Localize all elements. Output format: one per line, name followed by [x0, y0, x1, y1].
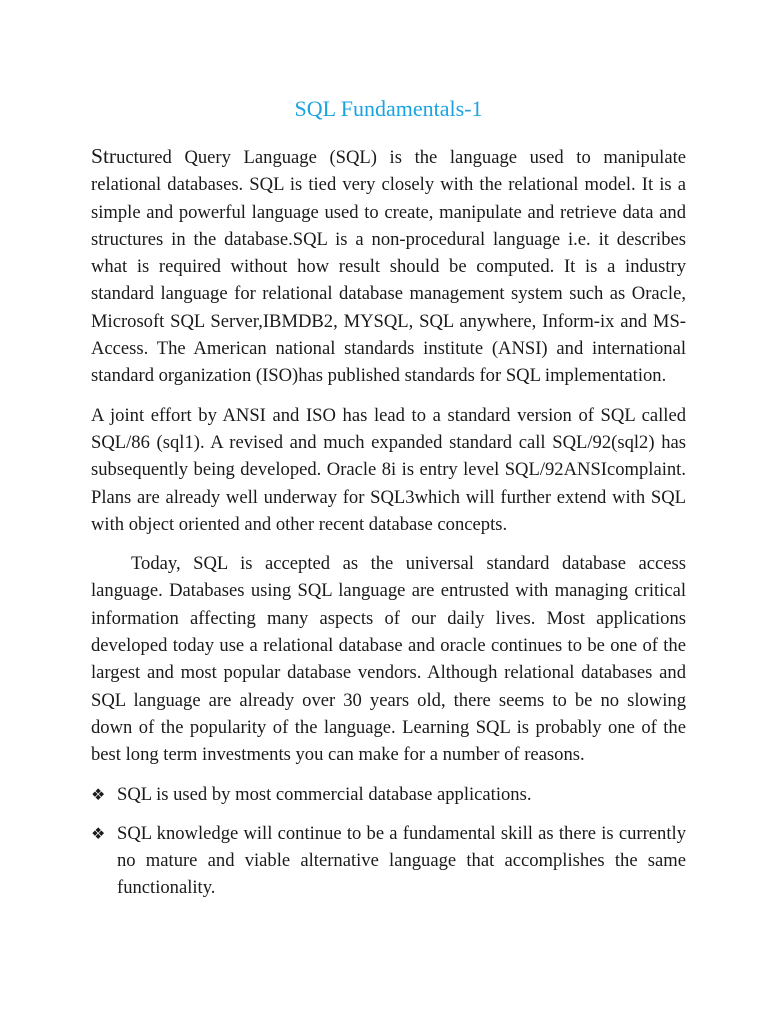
- reasons-list: [91, 781, 686, 902]
- list-item-text: SQL is used by most commercial database applications.: [117, 783, 532, 805]
- paragraph-standards: A joint effort by ANSI and ISO has lead to a standard version of SQL called SQL/86 (sql1). A revised and much expanded standard call SQL/92(sql2) has subsequently being developed. Oracle 8i is entry level SQL/92ANSIcomplaint. Plans are already well underway for SQL3which will further extend with SQL with object oriented and other recent database concepts.: [91, 404, 686, 535]
- diamond-bullet-icon: ❖: [91, 823, 106, 843]
- document-title: SQL Fundamentals-1: [294, 96, 483, 121]
- list-item: [91, 781, 686, 808]
- paragraph-today: Today, SQL is accepted as the universal standard database access language. Databases using SQL language are entrusted with managing critical information affecting many aspects of our daily lives. Most applications developed today use a relational database and oracle continues to be one of the largest and most popular database vendors. Although relational databases and SQL language are already over 30 years old, there seems to be no slowing down of the popularity of the language. Learning SQL is probably one of the best long term investments you can make for a number of reasons.: [91, 553, 686, 766]
- drop-cap: Str: [91, 144, 117, 168]
- document-page: [91, 92, 686, 914]
- list-item-text: SQL knowledge will continue to be a fundamental skill as there is currently no mature and viable alternative language that accomplishes the same functionality.: [117, 822, 686, 899]
- diamond-bullet-icon: ❖: [91, 784, 106, 804]
- paragraph-intro-text: uctured Query Language (SQL) is the language used to manipulate relational databases. SQL is tied very closely with the relational model. It is a simple and powerful language used to create, manipulate and retrieve data and structures in the database.SQL is a non-procedural language i.e. it describes what is required without how result should be computed. It is a industry standard language for relational database management system such as Oracle, Microsoft SQL Server,IBMDB2, MYSQL, SQL anywhere, Inform-ix and MS-Access. The American national standards institute (ANSI) and international standard organization (ISO)has published standards for SQL implementation.: [91, 147, 686, 387]
- paragraph-intro: [91, 143, 686, 390]
- list-item: [91, 820, 686, 902]
